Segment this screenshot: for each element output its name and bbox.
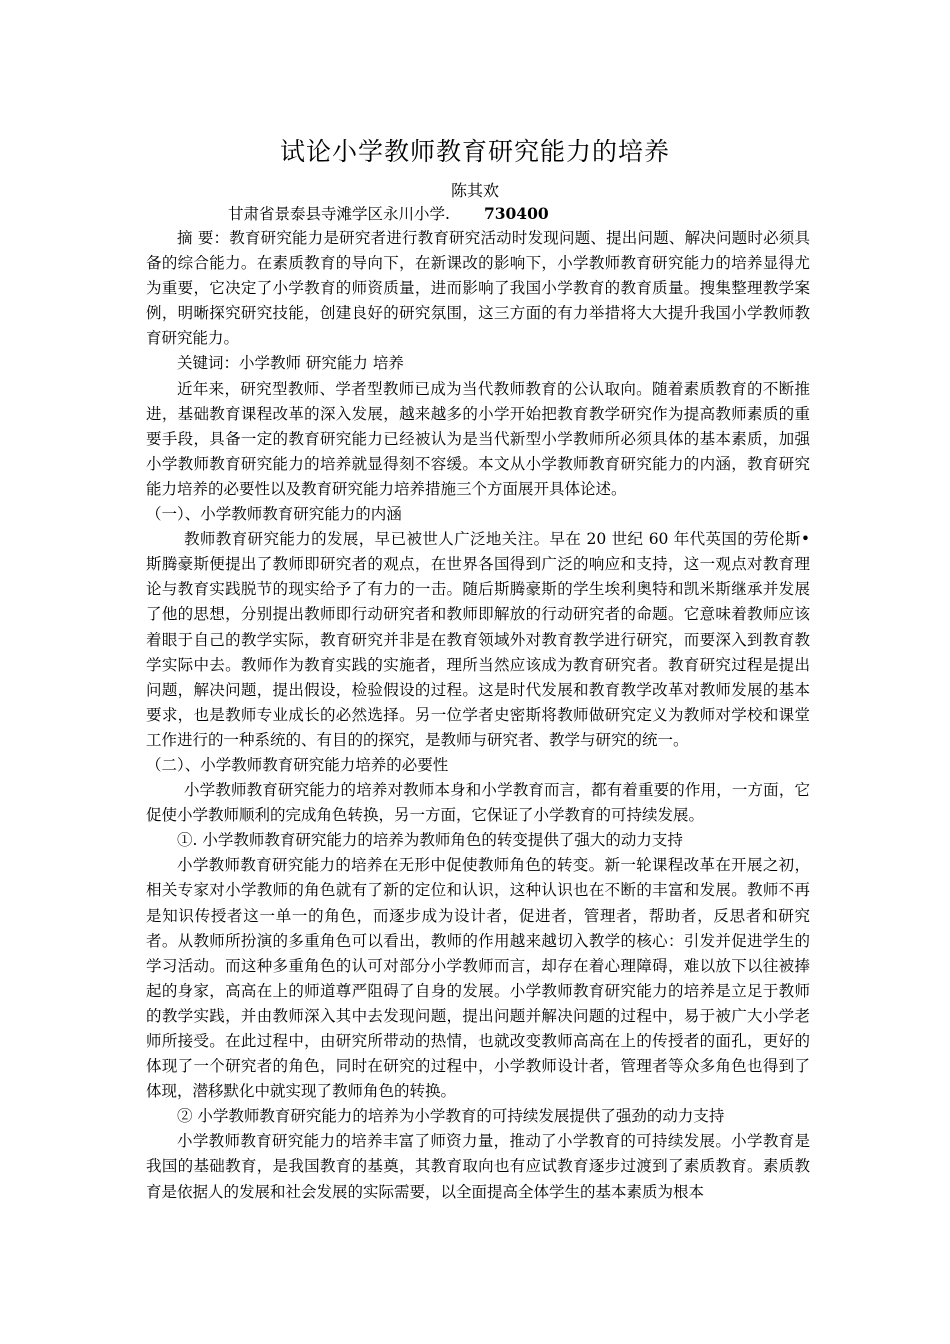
- author-name: 陈其欢: [450, 181, 499, 200]
- section-heading-1: （一）、小学教师教育研究能力的内涵: [146, 505, 402, 524]
- document-title: 试论小学教师教育研究能力的培养: [279, 137, 670, 166]
- section-heading-2: （二）、小学教师教育研究能力培养的必要性: [146, 755, 449, 774]
- point2-heading: ② 小学教师教育研究能力的培养为小学教育的可持续发展提供了强劲的动力支持: [177, 1107, 725, 1126]
- section1-paragraph: 教师教育研究能力的发展，早已被世人广泛地关注。早在 20 世纪 60 年代英国的劳伦斯•斯腾豪斯便提出了教师即研究者的观点，在世界各国得到广泛的响应和支持，这一观点对教育理论与教育实践脱节的现实给予了有力的一击。随后斯腾豪斯的学生埃利奥特和凯米斯继承并发展了他的思想，分别提出教师即行动研究者和教师即解放的行动研究者的命题。它意味着教师应该着眼于自己的教学实际，教育研究并非是在教育领域外对教育教学进行研究，而要深入到教育教学实际中去。教师作为教育实践的实施者，理所当然应该成为教育研究者。教育研究过程是提出问题，解决问题，提出假设，检验假设的过程。这是时代发展和教育教学改革对教师发展的基本要求，也是教师专业成长的必然选择。另一位学者史密斯将教师做研究定义为教师对学校和课堂工作进行的一种系统的、有目的的探究，是教师与研究者、教学与研究的统一。: [146, 530, 810, 749]
- point1-heading: ①. 小学教师教育研究能力的培养为教师角色的转变提供了强大的动力支持: [177, 831, 683, 850]
- intro-paragraph: 近年来，研究型教师、学者型教师已成为当代教师教育的公认取向。随着素质教育的不断推进，基础教育课程改革的深入发展，越来越多的小学开始把教育教学研究作为提高教师素质的重要手段，具备一定的教育研究能力已经被认为是当代新型小学教师所必须具体的基本素质，加强小学教师教育研究能力的培养就显得刻不容缓。本文从小学教师教育研究能力的内涵，教育研究能力培养的必要性以及教育研究能力培养措施三个方面展开具体论述。: [146, 379, 810, 498]
- keywords-line: 关键词：小学教师 研究能力 培养: [177, 354, 404, 373]
- point2-paragraph: 小学教师教育研究能力的培养丰富了师资力量，推动了小学教育的可持续发展。小学教育是我国的基础教育，是我国教育的基奠，其教育取向也有应试教育逐步过渡到了素质教育。素质教育是依据人的发展和社会发展的实际需要，以全面提高全体学生的基本素质为根本: [146, 1132, 810, 1201]
- affiliation-text: 甘肃省景泰县寺滩学区永川小学.: [228, 205, 450, 223]
- point1-paragraph: 小学教师教育研究能力的培养在无形中促使教师角色的转变。新一轮课程改革在开展之初，相关专家对小学教师的角色就有了新的定位和认识，这种认识也在不断的丰富和发展。教师不再是知识传授者这一单一的角色，而逐步成为设计者，促进者，管理者，帮助者，反思者和研究者。从教师所扮演的多重角色可以看出，教师的作用越来越切入教学的核心：引发并促进学生的学习活动。而这种多重角色的认可对部分小学教师而言，却存在着心理障碍，难以放下以往被捧起的身家，高高在上的师道尊严阻碍了自身的发展。小学教师教育研究能力的培养是立足于教师的教学实践，并由教师深入其中去发现问题，提出问题并解决问题的过程中，易于被广大小学老师所接受。在此过程中，由研究所带动的热情，也就改变教师高高在上的传授者的面孔，更好的体现了一个研究者的角色，同时在研究的过程中，小学教师设计者，管理者等众多角色也得到了体现，潜移默化中就实现了教师角色的转换。: [146, 856, 810, 1101]
- abstract-paragraph: 摘 要：教育研究能力是研究者进行教育研究活动时发现问题、提出问题、解决问题时必须具备的综合能力。在素质教育的导向下，在新课改的影响下，小学教师教育研究能力的培养显得尤为重要，它决定了小学教育的师资质量，进而影响了我国小学教育的教育质量。搜集整理教学案例，明晰探究研究技能，创建良好的研究氛围，这三方面的有力举措将大大提升我国小学教师教育研究能力。: [146, 229, 810, 348]
- document-body: [146, 226, 810, 1205]
- postcode: 730400: [483, 204, 549, 223]
- author-affiliation: [228, 202, 549, 224]
- section2-intro-paragraph: 小学教师教育研究能力的培养对教师本身和小学教育而言，都有着重要的作用，一方面，它促使小学教师顺利的完成角色转换，另一方面，它保证了小学教育的可持续发展。: [146, 781, 810, 825]
